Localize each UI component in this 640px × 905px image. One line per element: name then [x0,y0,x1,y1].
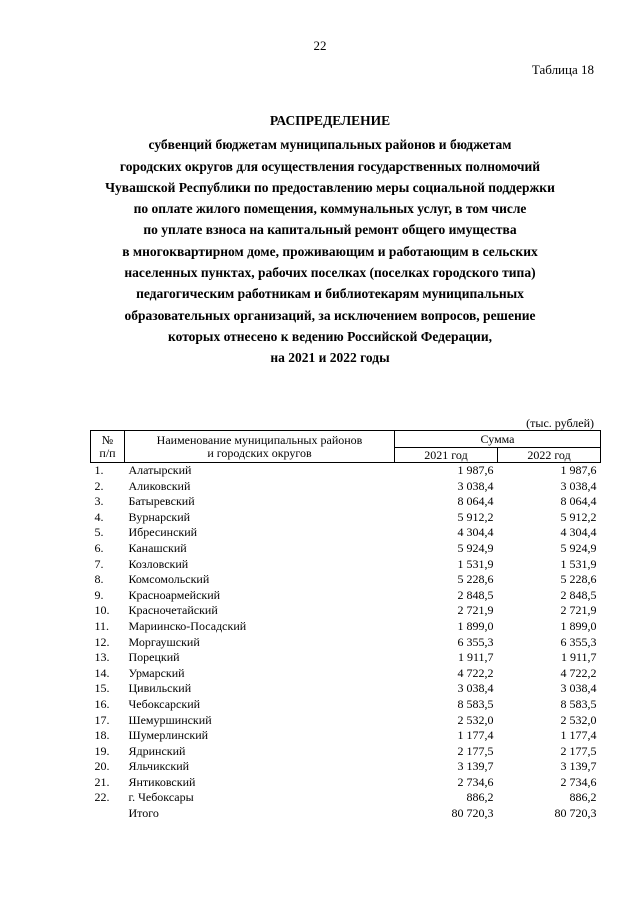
row-value-2022: 8 583,5 [560,696,597,711]
table-row [91,713,601,729]
row-name: Ядринский [128,743,186,758]
row-value-2022: 5 924,9 [560,540,597,555]
header-sum: Сумма [395,431,601,448]
title-line: которых отнесено к ведению Российской Федерации, [168,328,492,344]
title-line: в многоквартирном доме, проживающим и работающим в сельских [122,243,538,259]
row-value-2022: 2 848,5 [560,587,597,602]
row-value-2021: 4 722,2 [457,665,494,680]
row-value-2021: 2 532,0 [457,712,494,727]
row-name: Мариинско-Посадский [128,618,247,633]
row-name: Порецкий [128,650,180,665]
table-row [91,463,601,479]
row-value-2021: 8 583,5 [457,696,494,711]
table-row [91,572,601,588]
row-name: Урмарский [128,665,185,680]
table-row [91,650,601,666]
row-name: Цивильский [128,681,192,696]
row-name: Батыревский [128,494,195,509]
title-line: на 2021 и 2022 годы [270,350,390,366]
row-number: 9. [94,587,104,602]
total-label: Итого [128,806,159,821]
row-value-2022: 8 064,4 [560,494,597,509]
title-line: образовательных организаций, за исключением вопросов, решение [124,307,536,323]
row-value-2021: 6 355,3 [457,634,494,649]
row-name: Шумерлинский [128,728,209,743]
row-number: 17. [94,712,110,727]
header-name-line2: и городских округов [207,445,312,460]
row-number: 13. [94,650,110,665]
table-row [91,790,601,806]
row-value-2021: 3 139,7 [457,759,494,774]
row-name: Алатырский [128,463,192,477]
row-number: 10. [94,603,110,618]
table-row [91,588,601,604]
table-row [91,744,601,760]
row-number: 1. [94,463,104,477]
row-number: 22. [94,790,110,805]
table-row [91,666,601,682]
row-value-2021: 8 064,4 [457,494,494,509]
table-row [91,619,601,635]
row-value-2021: 3 038,4 [457,478,494,493]
row-value-2021: 2 721,9 [457,603,494,618]
row-number: 11. [94,618,110,633]
total-value-2021: 80 720,3 [451,806,494,821]
row-value-2022: 3 038,4 [560,681,597,696]
table-body [91,463,601,822]
title-line: населенных пунктах, рабочих поселках (поселках городского типа) [124,265,536,281]
row-number: 3. [94,494,104,509]
row-name: Аликовский [128,478,191,493]
table-row [91,541,601,557]
row-value-2021: 2 848,5 [457,587,494,602]
table-row [91,635,601,651]
table-row [91,479,601,495]
row-number: 16. [94,696,110,711]
header-year-2021: 2021 год [395,448,498,463]
row-value-2022: 2 721,9 [560,603,597,618]
table-row [91,728,601,744]
row-name: Красночетайский [128,603,218,618]
table-row [91,510,601,526]
page-number: 22 [313,38,327,53]
row-value-2022: 1 987,6 [560,463,597,477]
row-value-2021: 1 987,6 [457,463,494,477]
row-name: Чебоксарский [128,696,201,711]
row-name: Ибресинский [128,525,198,540]
header-year-2022: 2022 год [498,448,601,463]
row-number: 19. [94,743,110,758]
row-name: Канашский [128,540,187,555]
row-name: Козловский [128,556,189,571]
row-value-2022: 886,2 [569,790,597,805]
table-label: Таблица 18 [531,62,594,77]
title-line: педагогическим работникам и библиотекарям муниципальных [136,286,524,302]
row-value-2022: 2 177,5 [560,743,597,758]
row-value-2022: 2 532,0 [560,712,597,727]
row-number: 12. [94,634,110,649]
header-number-line2: п/п [99,445,116,460]
row-name: Яльчикский [128,759,190,774]
total-number [91,806,125,822]
row-value-2022: 1 531,9 [560,556,597,571]
row-value-2022: 6 355,3 [560,634,597,649]
document-title [60,110,600,369]
row-value-2022: 3 038,4 [560,478,597,493]
row-number: 7. [94,556,104,571]
row-number: 4. [94,509,104,524]
row-number: 2. [94,478,104,493]
row-value-2021: 1 177,4 [457,728,494,743]
row-number: 8. [94,572,104,587]
row-value-2022: 1 177,4 [560,728,597,743]
table-row [91,557,601,573]
table-row [91,494,601,510]
row-value-2022: 5 228,6 [560,572,597,587]
row-value-2021: 5 228,6 [457,572,494,587]
row-value-2022: 1 911,7 [560,650,597,665]
table-row [91,759,601,775]
header-name-line1: Наименование муниципальных районов [156,432,363,447]
table-row [91,525,601,541]
title-line: по оплате жилого помещения, коммунальных услуг, в том числе [133,201,527,217]
row-value-2022: 1 899,0 [560,618,597,633]
row-number: 20. [94,759,110,774]
title-main: РАСПРЕДЕЛЕНИЕ [269,113,391,128]
row-value-2021: 886,2 [466,790,494,805]
row-value-2021: 2 177,5 [457,743,494,758]
row-value-2021: 5 912,2 [457,509,494,524]
table-row [91,775,601,791]
header-number [91,431,125,463]
title-line: субвенций бюджетам муниципальных районов и бюджетам [148,137,512,153]
row-value-2022: 3 139,7 [560,759,597,774]
total-row [91,806,601,822]
header-name [125,431,395,463]
row-value-2022: 4 722,2 [560,665,597,680]
table-row [91,681,601,697]
row-number: 18. [94,728,110,743]
title-line: по уплате взноса на капитальный ремонт общего имущества [143,222,517,238]
row-value-2022: 2 734,6 [560,774,597,789]
row-name: Шемуршинский [128,712,212,727]
row-name: Янтиковский [128,774,196,789]
row-value-2022: 4 304,4 [560,525,597,540]
units-label: (тыс. рублей) [526,416,594,430]
row-name: Красноармейский [128,587,221,602]
row-number: 14. [94,665,110,680]
row-value-2021: 1 531,9 [457,556,494,571]
row-number: 6. [94,540,104,555]
row-value-2021: 3 038,4 [457,681,494,696]
row-number: 21. [94,774,110,789]
row-name: Вурнарский [128,509,191,524]
title-line: Чувашской Республики по предоставлению меры социальной поддержки [105,179,555,195]
row-name: Комсомольский [128,572,210,587]
table-row [91,603,601,619]
row-name: г. Чебоксары [128,790,194,805]
row-value-2022: 5 912,2 [560,509,597,524]
header-number-line1: № [101,432,114,447]
title-line: городских округов для осуществления государственных полномочий [119,158,541,174]
distribution-table [90,430,601,822]
row-value-2021: 4 304,4 [457,525,494,540]
total-value-2022: 80 720,3 [554,806,597,821]
row-name: Моргаушский [128,634,200,649]
row-value-2021: 1 911,7 [457,650,494,665]
table-row [91,697,601,713]
row-number: 15. [94,681,110,696]
row-number: 5. [94,525,104,540]
row-value-2021: 1 899,0 [457,618,494,633]
row-value-2021: 2 734,6 [457,774,494,789]
row-value-2021: 5 924,9 [457,540,494,555]
